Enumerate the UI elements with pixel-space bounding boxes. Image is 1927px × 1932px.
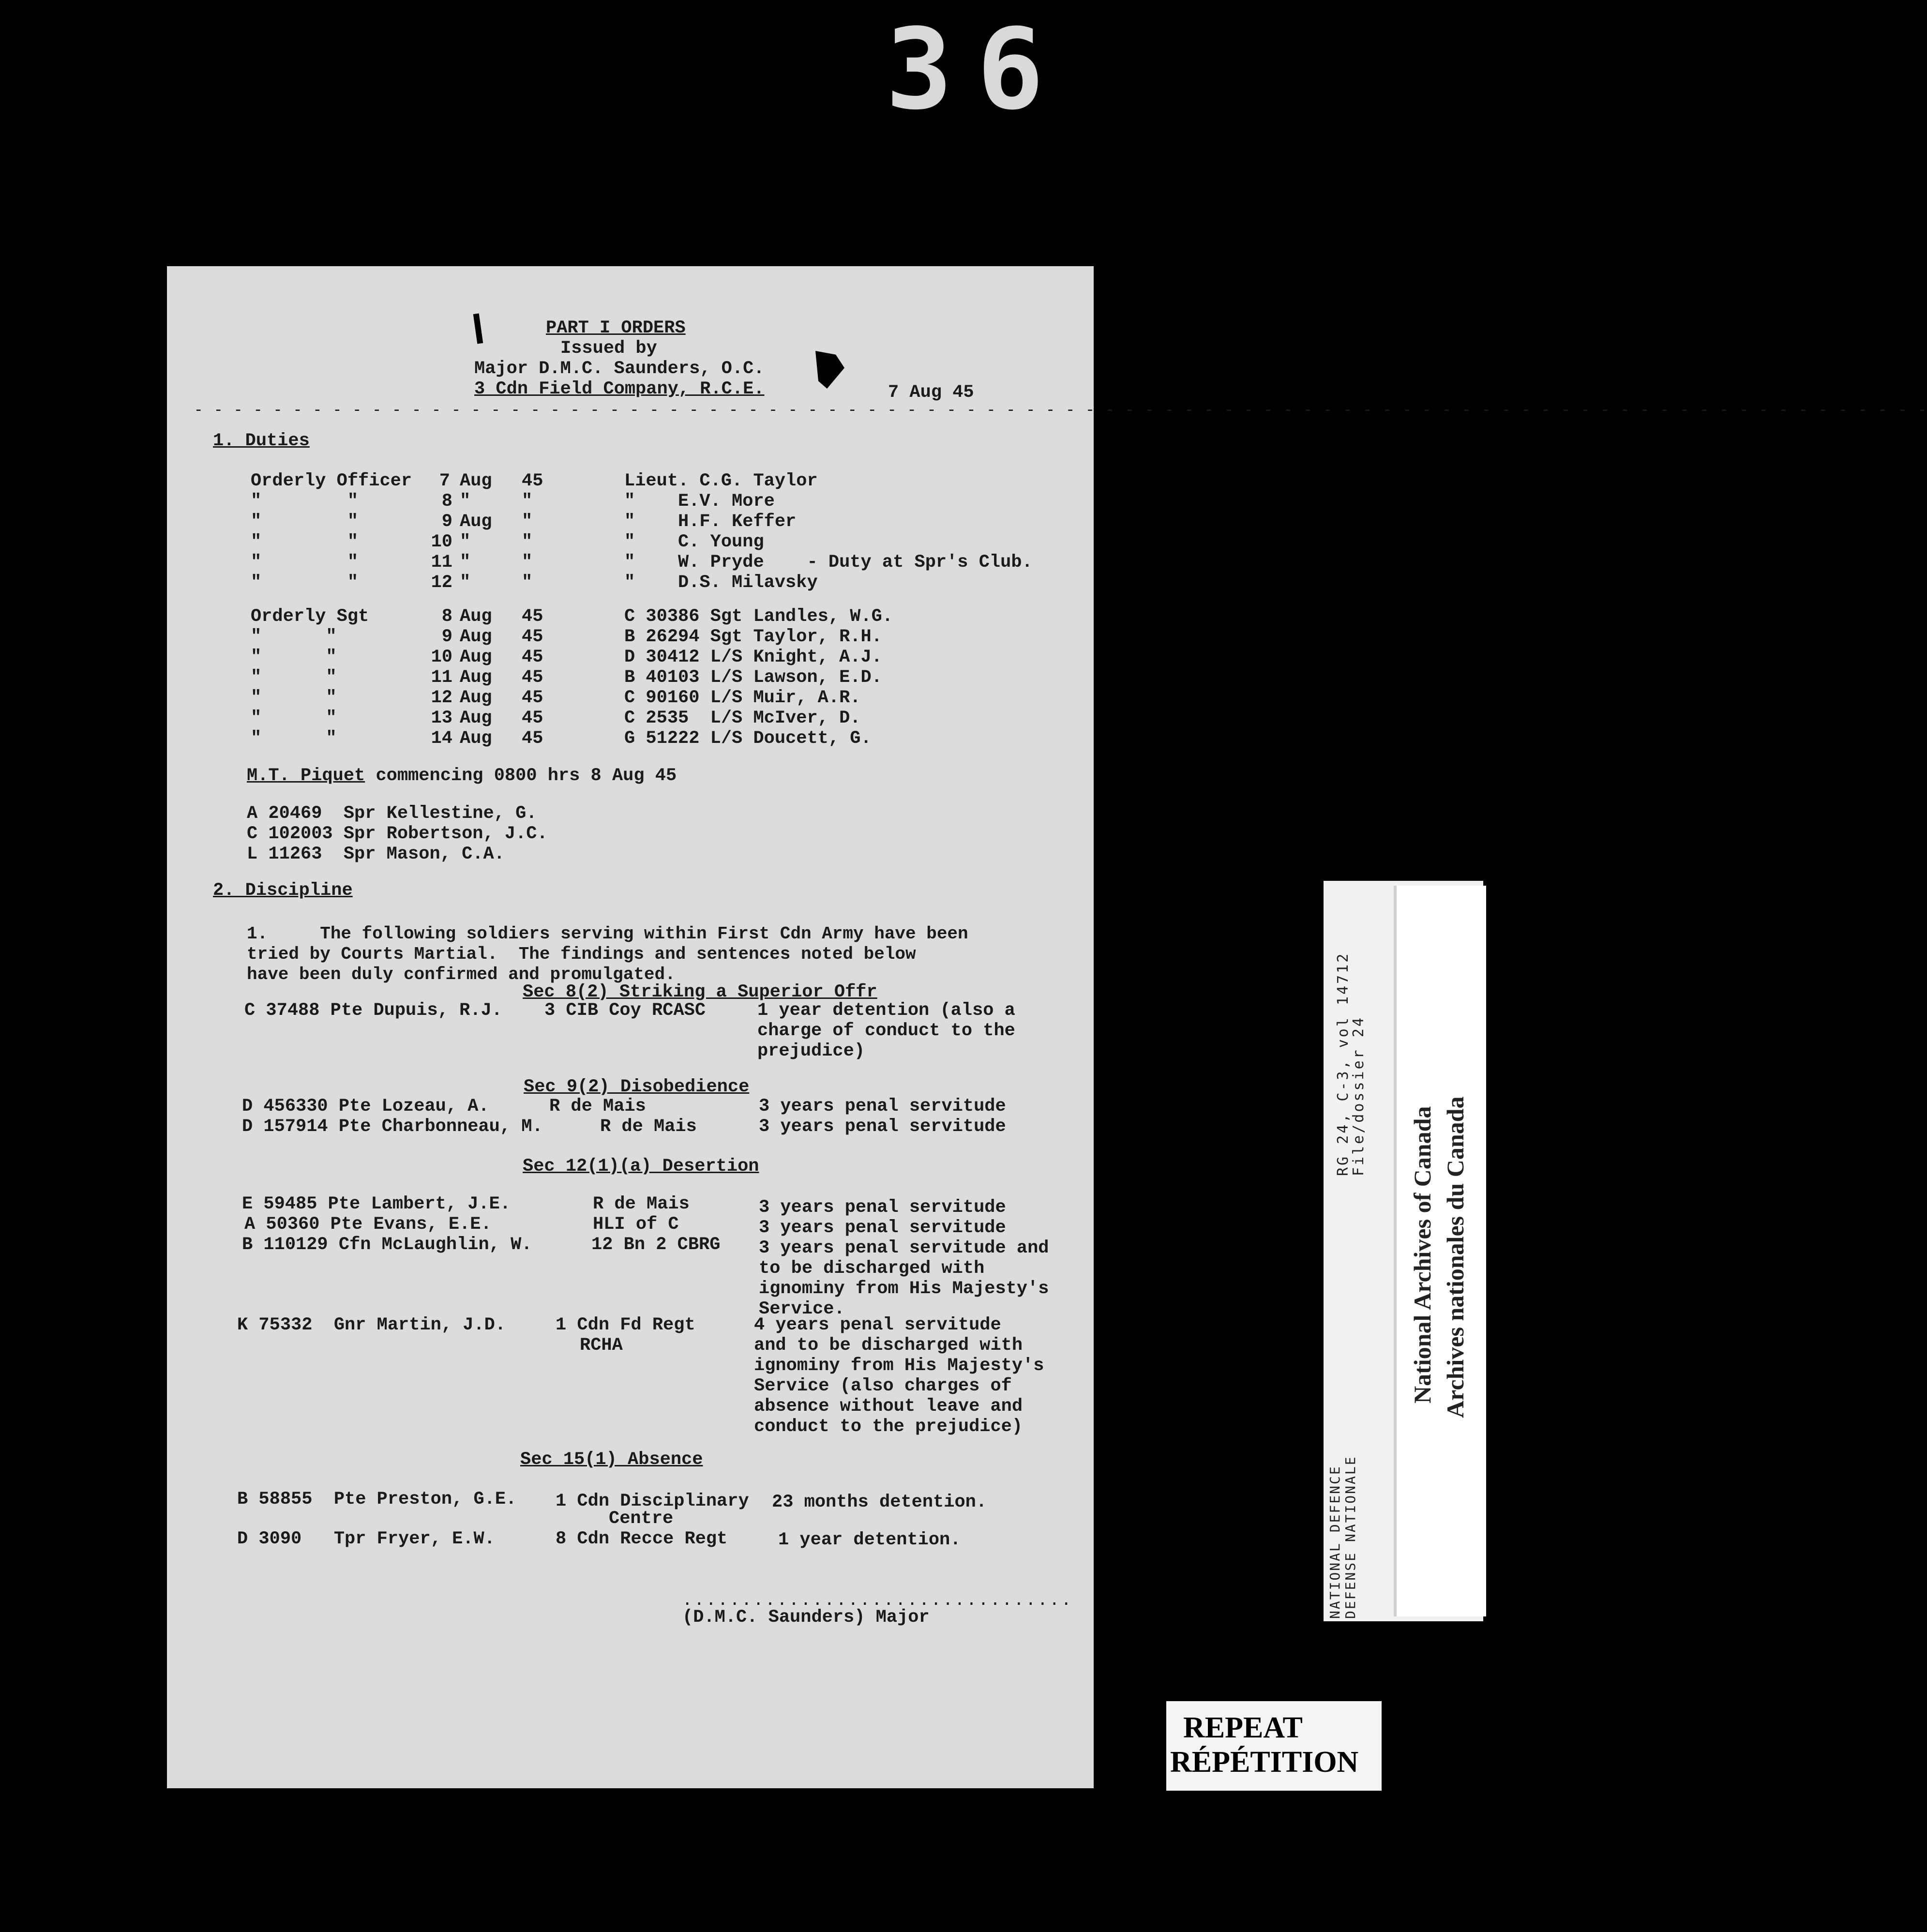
duty-month: " [460, 491, 471, 512]
duty-assignee: G 51222 L/S Doucett, G. [624, 728, 872, 749]
duty-assignee: C 2535 L/S McIver, D. [624, 708, 861, 728]
duty-assignee: Lieut. C.G. Taylor [624, 471, 818, 491]
soldier-unit: 3 CIB Coy RCASC [544, 1000, 706, 1021]
repeat-label: REPEAT [1183, 1711, 1303, 1744]
soldier-unit: 1 Cdn Disciplinary [556, 1491, 749, 1511]
mt-piquet-member: A 20469 Spr Kellestine, G. [247, 803, 537, 824]
duty-year: 45 [522, 606, 543, 627]
duty-day: 9 [441, 627, 452, 647]
soldier-unit: R de Mais [593, 1194, 690, 1214]
repetition-label: RÉPÉTITION [1170, 1746, 1359, 1779]
duty-day: 7 [439, 471, 450, 491]
soldier: B 110129 Cfn McLaughlin, W. [242, 1235, 532, 1255]
sentence-line: 1 year detention. [778, 1530, 961, 1550]
duty-year: 45 [522, 627, 543, 647]
duty-year: 45 [522, 471, 543, 491]
duty-year: 45 [522, 667, 543, 688]
sentence-line: prejudice) [757, 1041, 865, 1061]
duty-label: " " [251, 532, 359, 552]
duty-month: " [460, 532, 471, 552]
duty-month: Aug [460, 606, 492, 627]
order-date: 7 Aug 45 [888, 382, 974, 403]
sentence-line: 3 years penal servitude [759, 1117, 1006, 1137]
archive-file: File/dossier 24 [1350, 1016, 1367, 1176]
duty-month: Aug [460, 471, 492, 491]
duty-day: 8 [441, 606, 452, 627]
sentence-line: to be discharged with [759, 1258, 985, 1279]
archive-name-fr: Archives nationales du Canada [1442, 1096, 1469, 1418]
soldier: K 75332 Gnr Martin, J.D. [237, 1315, 506, 1335]
soldier: D 456330 Pte Lozeau, A. [242, 1096, 489, 1117]
discipline-heading: 2. Discipline [213, 880, 353, 901]
duty-month: Aug [460, 647, 492, 667]
sentence-line: 3 years penal servitude [759, 1218, 1006, 1238]
archive-reference: RG 24, C-3, vol 14712 [1335, 951, 1352, 1176]
header-divider: - - - - - - - - - - - - - - - - - - - - - - - - - - - - - - - - - - - - - - - - - - - - - - - - - - - - - - - - - - - - - - - - - - - - - - - - - - - - - - - - - - - - - - - - [194, 400, 1927, 419]
soldier: E 59485 Pte Lambert, J.E. [242, 1194, 511, 1214]
sentence-line: ignominy from His Majesty's [759, 1279, 1049, 1299]
duty-year: " [522, 552, 533, 573]
duty-day: 12 [431, 688, 452, 708]
soldier-unit: HLI of C [593, 1214, 679, 1235]
soldier: D 3090 Tpr Fryer, E.W. [237, 1529, 495, 1549]
section-title: Sec 12(1)(a) Desertion [523, 1156, 759, 1177]
soldier-unit-line2: RCHA [580, 1335, 623, 1356]
duty-month: Aug [460, 627, 492, 647]
duty-label: " " [251, 647, 337, 667]
sentence-line: 4 years penal servitude [754, 1315, 1001, 1335]
unit-name: 3 Cdn Field Company, R.C.E. [474, 379, 765, 399]
duty-label: " " [251, 491, 359, 512]
soldier: A 50360 Pte Evans, E.E. [244, 1214, 492, 1235]
sentence-line: 23 months detention. [772, 1492, 987, 1512]
soldier-unit: R de Mais [600, 1117, 697, 1137]
section-title: Sec 15(1) Absence [520, 1449, 703, 1470]
duty-day: 9 [441, 512, 452, 532]
duty-month: " [460, 552, 471, 573]
duty-month: Aug [460, 667, 492, 688]
duty-year: " [522, 573, 533, 593]
soldier: D 157914 Pte Charbonneau, M. [242, 1117, 543, 1137]
issued-by: Issued by [560, 338, 657, 359]
discipline-intro: 1. The following soldiers serving within First Cdn Army have been [247, 924, 968, 944]
duty-day: 13 [431, 708, 452, 728]
duty-label: " " [251, 667, 337, 688]
soldier: B 58855 Pte Preston, G.E. [237, 1489, 517, 1509]
sentence-line: 3 years penal servitude [759, 1096, 1006, 1117]
duty-label: Orderly Sgt [251, 606, 369, 627]
duties-heading: 1. Duties [213, 431, 310, 451]
duty-label: " " [251, 688, 337, 708]
duty-label: " " [251, 552, 359, 573]
archive-label-panel [1394, 886, 1486, 1616]
soldier-unit: 8 Cdn Recce Regt [556, 1529, 728, 1549]
duty-month: Aug [460, 708, 492, 728]
archive-department: DEFENSE NATIONALE [1342, 1455, 1358, 1619]
duty-year: 45 [522, 708, 543, 728]
sentence-line: 3 years penal servitude and [759, 1238, 1049, 1258]
soldier-unit: 12 Bn 2 CBRG [591, 1235, 721, 1255]
duty-label: " " [251, 512, 359, 532]
duty-day: 12 [431, 573, 452, 593]
archive-department: NATIONAL DEFENCE [1327, 1465, 1343, 1619]
duty-assignee: B 40103 L/S Lawson, E.D. [624, 667, 882, 688]
duty-assignee: " D.S. Milavsky [624, 573, 818, 593]
duty-month: " [460, 573, 471, 593]
sentence-line: 3 years penal servitude [759, 1197, 1006, 1218]
mt-piquet-detail: commencing 0800 hrs 8 Aug 45 [376, 766, 677, 786]
sentence-line: Service (also charges of [754, 1376, 1012, 1396]
duty-year: 45 [522, 688, 543, 708]
duty-month: Aug [460, 512, 492, 532]
duty-month: Aug [460, 688, 492, 708]
duty-day: 10 [431, 647, 452, 667]
duty-day: 14 [431, 728, 452, 749]
duty-year: " [522, 491, 533, 512]
duty-day: 11 [431, 552, 452, 573]
duty-assignee: D 30412 L/S Knight, A.J. [624, 647, 882, 667]
discipline-intro: have been duly confirmed and promulgated. [247, 965, 676, 984]
duty-year: 45 [522, 728, 543, 749]
duty-year: " [522, 512, 533, 532]
mt-piquet-heading: M.T. Piquet [247, 766, 365, 786]
sentence-line: 1 year detention (also a [757, 1000, 1015, 1021]
duty-assignee: " H.F. Keffer [624, 512, 797, 532]
duty-assignee: " W. Pryde - Duty at Spr's Club. [624, 552, 1033, 573]
duty-label: " " [251, 627, 337, 647]
sentence-line: ignominy from His Majesty's [754, 1356, 1044, 1376]
signature: (D.M.C. Saunders) Major [682, 1607, 930, 1628]
mt-piquet-member: C 102003 Spr Robertson, J.C. [247, 824, 548, 844]
duty-year: 45 [522, 647, 543, 667]
issuing-officer: Major D.M.C. Saunders, O.C. [474, 359, 765, 379]
duty-day: 10 [431, 532, 452, 552]
sentence-line: and to be discharged with [754, 1335, 1023, 1356]
duty-month: Aug [460, 728, 492, 749]
repeat-stamp [1166, 1701, 1382, 1791]
duty-assignee: B 26294 Sgt Taylor, R.H. [624, 627, 882, 647]
mt-piquet-line [247, 767, 677, 785]
sentence-line: Service. [759, 1299, 845, 1319]
duty-label: Orderly Officer [251, 471, 412, 491]
page-number: 36 [886, 5, 1068, 135]
duty-label: " " [251, 573, 359, 593]
duty-assignee: C 30386 Sgt Landles, W.G. [624, 606, 893, 627]
mt-piquet-member: L 11263 Spr Mason, C.A. [247, 844, 505, 864]
archive-name-en: National Archives of Canada [1409, 1106, 1436, 1404]
section-title: Sec 8(2) Striking a Superior Offr [523, 982, 877, 1002]
soldier-unit: 1 Cdn Fd Regt [556, 1315, 695, 1335]
duty-assignee: " E.V. More [624, 491, 775, 512]
document-title: PART I ORDERS [546, 318, 686, 338]
sentence-line: charge of conduct to the [757, 1021, 1015, 1041]
duty-day: 11 [431, 667, 452, 688]
sentence-line: conduct to the prejudice) [754, 1417, 1023, 1437]
soldier: C 37488 Pte Dupuis, R.J. [244, 1000, 502, 1021]
duty-year: " [522, 532, 533, 552]
discipline-intro: tried by Courts Martial. The findings and sentences noted below [247, 944, 916, 964]
duty-day: 8 [441, 491, 452, 512]
section-title: Sec 9(2) Disobedience [524, 1077, 750, 1097]
soldier-unit-line2: Centre [609, 1509, 674, 1529]
duty-label: " " [251, 728, 337, 749]
duty-assignee: C 90160 L/S Muir, A.R. [624, 688, 861, 708]
duty-label: " " [251, 708, 337, 728]
soldier-unit: R de Mais [549, 1096, 646, 1117]
duty-assignee: " C. Young [624, 532, 764, 552]
signature-line: ................................. [682, 1590, 1073, 1609]
sentence-line: absence without leave and [754, 1396, 1023, 1417]
